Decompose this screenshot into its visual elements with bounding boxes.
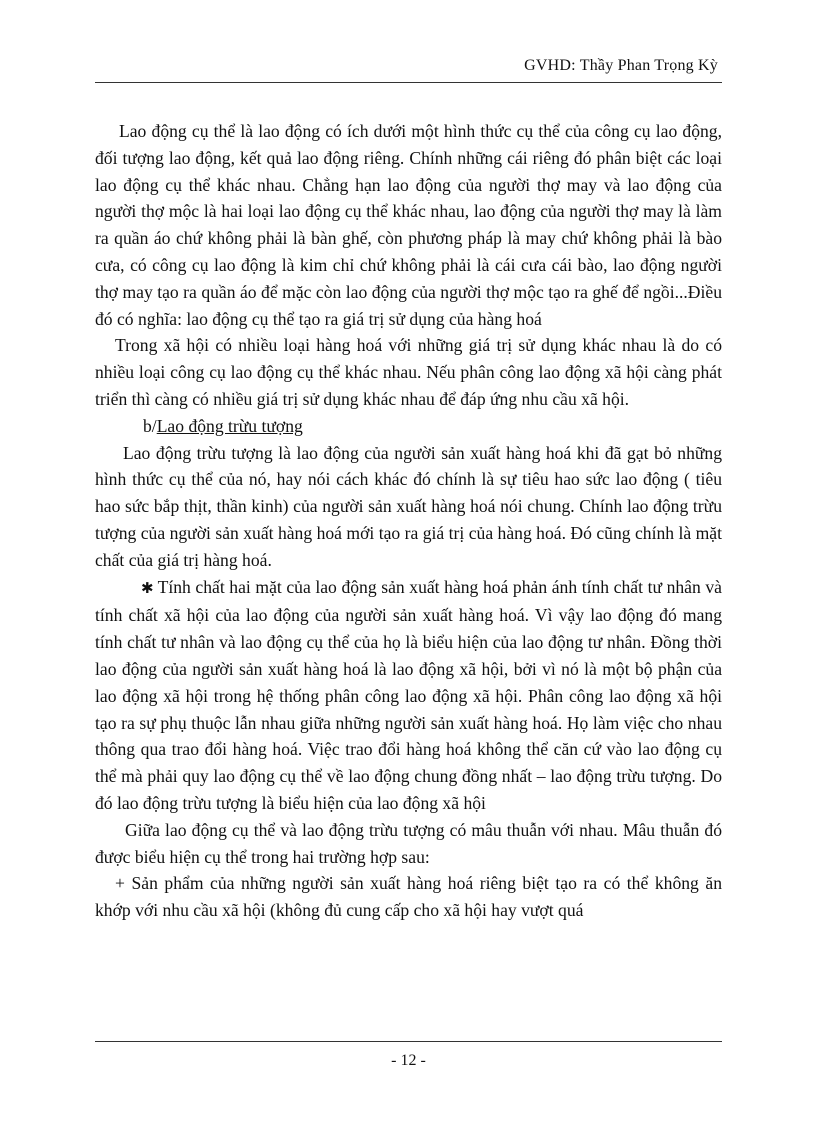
page-number: - 12 - [391,1052,426,1069]
paragraph-concrete-labor: Lao động cụ thể là lao động có ích dưới một hình thức cụ thể của công cụ lao động, đối tượng lao động, kết quả lao động riêng. Chính những cái riêng đó phân biệt các loại lao động cụ thể khác nhau. Chẳng hạn lao động của người thợ may và lao động của người thợ mộc là hai loại lao động cụ thể khác nhau, lao động của người thợ may là làm ra quần áo chứ không phải là bàn ghế, còn phương pháp là may chứ không phải là bào cưa, có công cụ lao động là kim chỉ chứ không phải là cái cưa cái bào, lao động người thợ may tạo ra quần áo để mặc còn lao động của người thợ mộc tạo ra ghế để ngồi...Điều đó có nghĩa: lao động cụ thể tạo ra giá trị sử dụng của hàng hoá [95,121,722,329]
star-bullet-icon: ✱ [141,580,154,597]
section-prefix: b/ [143,415,157,436]
paragraph-use-values: Trong xã hội có nhiều loại hàng hoá với những giá trị sử dụng khác nhau là do có nhiều loại công cụ lao động cụ thể khác nhau. Nếu phân công lao động xã hội càng phát triển thì càng có nhiều giá trị sử dụng khác nhau để đáp ứng nhu cầu xã hội. [95,335,722,409]
section-heading [95,413,722,440]
paragraph-dual-nature-text: Tính chất hai mặt của lao động sản xuất hàng hoá phản ánh tính chất tư nhân và tính chất xã hội của lao động của người sản xuất hàng hoá. Vì vậy lao động đó mang tính chất tư nhân và lao động cụ thể của họ là biểu hiện của lao động tư nhân. Đồng thời lao động của người sản xuất hàng hoá là lao động xã hội, bởi vì nó là một bộ phận của lao động xã hội trong hệ thống phân công lao động xã hội. Phân công lao động xã hội tạo ra sự phụ thuộc lẫn nhau giữa những người sản xuất hàng hoá. Họ làm việc cho nhau thông qua trao đổi hàng hoá. Việc trao đổi hàng hoá không thể căn cứ vào lao động cụ thể mà phải quy lao động cụ thể về lao động chung đồng nhất – lao động trừu tượng. Do đó lao động trừu tượng là biểu hiện của lao động xã hội [95,576,722,813]
document-body [95,118,722,924]
paragraph-abstract-labor: Lao động trừu tượng là lao động của người sản xuất hàng hoá khi đã gạt bỏ những hình thức cụ thể của nó, hay nói cách khác đó chính là sự tiêu hao sức lao động ( tiêu hao sức bắp thịt, thần kinh) của người sản xuất hàng hoá nói chung. Chính lao động trừu tượng của người sản xuất hàng hoá mới tạo ra giá trị của hàng hoá. Đó cũng chính là mặt chất của giá trị hàng hoá. [95,442,722,570]
page-header [95,52,722,83]
paragraph-contradiction: Giữa lao động cụ thể và lao động trừu tượng có mâu thuẫn với nhau. Mâu thuẫn đó được biểu hiện cụ thể trong hai trường hợp sau: [95,819,722,867]
header-instructor: GVHD: Thầy Phan Trọng Kỳ [524,57,718,74]
paragraph-case-one: + Sản phẩm của những người sản xuất hàng hoá riêng biệt tạo ra có thể không ăn khớp với nhu cầu xã hội (không đủ cung cấp cho xã hội hay vượt quá [95,873,722,921]
page-footer [95,1041,722,1069]
section-title: Lao động trừu tượng [156,415,303,436]
paragraph-dual-nature [95,574,722,817]
